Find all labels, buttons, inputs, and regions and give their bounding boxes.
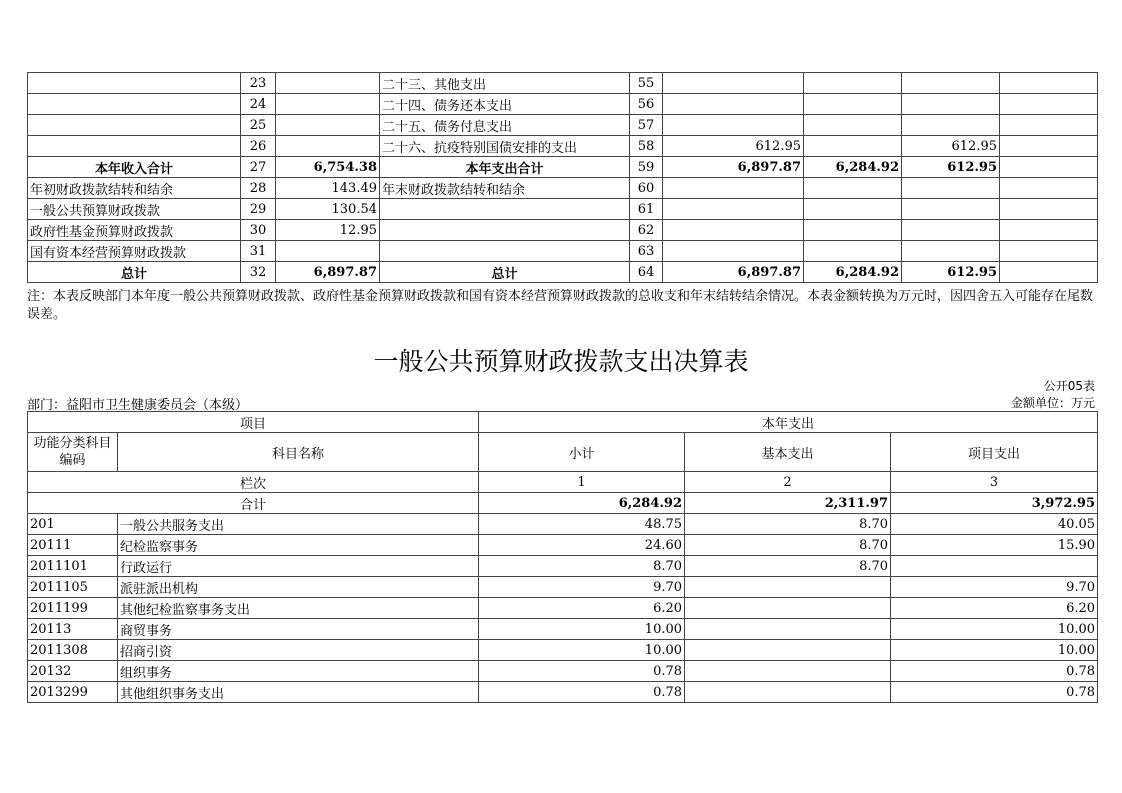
expense-item-label: 二十三、其他支出 xyxy=(380,73,630,94)
income-line-number: 31 xyxy=(241,241,276,262)
general-budget-amount xyxy=(804,94,902,115)
expenditure-table-body xyxy=(28,412,1098,703)
basic-expense-amount xyxy=(685,682,891,703)
income-amount: 6,897.87 xyxy=(276,262,380,283)
expense-total-amount xyxy=(663,178,804,199)
expense-item-label: 总计 xyxy=(380,262,630,283)
expense-line-number: 56 xyxy=(630,94,663,115)
subject-name: 其他组织事务支出 xyxy=(118,682,479,703)
subject-name: 招商引资 xyxy=(118,640,479,661)
table-row xyxy=(28,598,1098,619)
subject-name: 组织事务 xyxy=(118,661,479,682)
income-line-number: 24 xyxy=(241,94,276,115)
income-line-number: 28 xyxy=(241,178,276,199)
general-budget-amount xyxy=(804,220,902,241)
income-item-label xyxy=(28,115,241,136)
subtotal-amount: 10.00 xyxy=(479,640,685,661)
expense-line-number: 55 xyxy=(630,73,663,94)
table-row xyxy=(28,535,1098,556)
header-subtotal: 小计 xyxy=(479,433,685,472)
subject-name: 商贸事务 xyxy=(118,619,479,640)
expense-total-amount: 6,897.87 xyxy=(663,157,804,178)
expense-total-amount xyxy=(663,241,804,262)
income-amount xyxy=(276,115,380,136)
government-fund-amount xyxy=(902,241,1000,262)
income-amount: 143.49 xyxy=(276,178,380,199)
project-expense-amount: 10.00 xyxy=(891,619,1098,640)
expense-line-number: 61 xyxy=(630,199,663,220)
function-code: 2011101 xyxy=(28,556,118,577)
income-line-number: 25 xyxy=(241,115,276,136)
summary-row xyxy=(28,115,1098,136)
expense-item-label: 二十五、债务付息支出 xyxy=(380,115,630,136)
column-3: 3 xyxy=(891,472,1098,493)
government-fund-amount xyxy=(902,115,1000,136)
expense-total-amount xyxy=(663,73,804,94)
income-item-label: 总计 xyxy=(28,262,241,283)
summary-row xyxy=(28,262,1098,283)
function-code: 2013299 xyxy=(28,682,118,703)
project-expense-amount: 9.70 xyxy=(891,577,1098,598)
subtotal-amount: 10.00 xyxy=(479,619,685,640)
department-label: 部门：益阳市卫生健康委员会（本级） xyxy=(27,398,249,413)
column-1: 1 xyxy=(479,472,685,493)
summary-row xyxy=(28,157,1098,178)
income-amount: 12.95 xyxy=(276,220,380,241)
income-line-number: 30 xyxy=(241,220,276,241)
total-label: 合计 xyxy=(28,493,479,514)
income-item-label: 国有资本经营预算财政拨款 xyxy=(28,241,241,262)
income-line-number: 29 xyxy=(241,199,276,220)
expenditure-table xyxy=(27,411,1098,703)
general-budget-amount xyxy=(804,178,902,199)
government-fund-amount: 612.95 xyxy=(902,262,1000,283)
income-item-label: 政府性基金预算财政拨款 xyxy=(28,220,241,241)
basic-expense-amount xyxy=(685,640,891,661)
summary-row xyxy=(28,199,1098,220)
income-amount xyxy=(276,73,380,94)
basic-expense-amount xyxy=(685,661,891,682)
basic-expense-amount: 8.70 xyxy=(685,556,891,577)
total-project: 3,972.95 xyxy=(891,493,1098,514)
function-code: 2011105 xyxy=(28,577,118,598)
government-fund-amount xyxy=(902,178,1000,199)
state-capital-amount xyxy=(1000,136,1098,157)
summary-row xyxy=(28,136,1098,157)
header-project: 项目 xyxy=(28,412,479,433)
state-capital-amount xyxy=(1000,115,1098,136)
government-fund-amount xyxy=(902,199,1000,220)
income-amount xyxy=(276,136,380,157)
function-code: 2011199 xyxy=(28,598,118,619)
income-item-label xyxy=(28,94,241,115)
subject-name: 派驻派出机构 xyxy=(118,577,479,598)
subject-name: 纪检监察事务 xyxy=(118,535,479,556)
basic-expense-amount: 8.70 xyxy=(685,514,891,535)
subject-name: 一般公共服务支出 xyxy=(118,514,479,535)
function-code: 20111 xyxy=(28,535,118,556)
state-capital-amount xyxy=(1000,178,1098,199)
table-row xyxy=(28,556,1098,577)
unit-label: 金额单位：万元 xyxy=(1010,396,1095,410)
state-capital-amount xyxy=(1000,220,1098,241)
government-fund-amount: 612.95 xyxy=(902,157,1000,178)
basic-expense-amount xyxy=(685,577,891,598)
income-line-number: 32 xyxy=(241,262,276,283)
government-fund-amount xyxy=(902,73,1000,94)
basic-expense-amount xyxy=(685,598,891,619)
expense-total-amount: 6,897.87 xyxy=(663,262,804,283)
summary-row xyxy=(28,178,1098,199)
expense-item-label xyxy=(380,220,630,241)
expense-item-label: 二十四、债务还本支出 xyxy=(380,94,630,115)
government-fund-amount xyxy=(902,220,1000,241)
project-expense-amount: 0.78 xyxy=(891,682,1098,703)
expense-line-number: 63 xyxy=(630,241,663,262)
subject-name: 行政运行 xyxy=(118,556,479,577)
summary-table-body xyxy=(28,73,1098,283)
expense-line-number: 64 xyxy=(630,262,663,283)
state-capital-amount xyxy=(1000,94,1098,115)
function-code: 20113 xyxy=(28,619,118,640)
subtotal-amount: 6.20 xyxy=(479,598,685,619)
project-expense-amount: 10.00 xyxy=(891,640,1098,661)
income-item-label: 本年收入合计 xyxy=(28,157,241,178)
basic-expense-amount: 8.70 xyxy=(685,535,891,556)
general-budget-amount: 6,284.92 xyxy=(804,262,902,283)
table-row xyxy=(28,640,1098,661)
summary-row xyxy=(28,94,1098,115)
page-title: 一般公共预算财政拨款支出决算表 xyxy=(373,347,749,376)
state-capital-amount xyxy=(1000,73,1098,94)
table-row xyxy=(28,619,1098,640)
expense-total-amount: 612.95 xyxy=(663,136,804,157)
expense-item-label xyxy=(380,199,630,220)
general-budget-amount xyxy=(804,73,902,94)
income-amount: 130.54 xyxy=(276,199,380,220)
form-code: 公开05表 xyxy=(1043,379,1095,393)
project-expense-amount xyxy=(891,556,1098,577)
column-2: 2 xyxy=(685,472,891,493)
subtotal-amount: 0.78 xyxy=(479,682,685,703)
state-capital-amount xyxy=(1000,262,1098,283)
total-subtotal: 6,284.92 xyxy=(479,493,685,514)
expense-total-amount xyxy=(663,220,804,241)
summary-row xyxy=(28,241,1098,262)
project-expense-amount: 0.78 xyxy=(891,661,1098,682)
header-row-1 xyxy=(28,412,1098,433)
table-row xyxy=(28,661,1098,682)
expense-item-label: 年末财政拨款结转和结余 xyxy=(380,178,630,199)
expense-total-amount xyxy=(663,94,804,115)
state-capital-amount xyxy=(1000,157,1098,178)
expense-item-label: 二十六、抗疫特别国债安排的支出 xyxy=(380,136,630,157)
expense-line-number: 60 xyxy=(630,178,663,199)
subtotal-amount: 48.75 xyxy=(479,514,685,535)
function-code: 201 xyxy=(28,514,118,535)
income-item-label xyxy=(28,73,241,94)
income-item-label: 年初财政拨款结转和结余 xyxy=(28,178,241,199)
column-number-row xyxy=(28,472,1098,493)
expense-line-number: 62 xyxy=(630,220,663,241)
income-line-number: 27 xyxy=(241,157,276,178)
total-basic: 2,311.97 xyxy=(685,493,891,514)
state-capital-amount xyxy=(1000,241,1098,262)
income-item-label: 一般公共预算财政拨款 xyxy=(28,199,241,220)
table-row xyxy=(28,514,1098,535)
column-label: 栏次 xyxy=(28,472,479,493)
income-amount xyxy=(276,241,380,262)
expense-line-number: 58 xyxy=(630,136,663,157)
expense-item-label: 本年支出合计 xyxy=(380,157,630,178)
general-budget-amount xyxy=(804,136,902,157)
government-fund-amount xyxy=(902,94,1000,115)
project-expense-amount: 6.20 xyxy=(891,598,1098,619)
general-budget-amount xyxy=(804,241,902,262)
expense-line-number: 59 xyxy=(630,157,663,178)
total-row xyxy=(28,493,1098,514)
income-line-number: 26 xyxy=(241,136,276,157)
function-code: 20132 xyxy=(28,661,118,682)
summary-row xyxy=(28,73,1098,94)
expense-total-amount xyxy=(663,199,804,220)
summary-row xyxy=(28,220,1098,241)
project-expense-amount: 40.05 xyxy=(891,514,1098,535)
project-expense-amount: 15.90 xyxy=(891,535,1098,556)
general-budget-amount xyxy=(804,115,902,136)
table-note: 注：本表反映部门本年度一般公共预算财政拨款、政府性基金预算财政拨款和国有资本经营预算财政拨款的总收支和年末结转结余情况。本表金额转换为万元时，因四舍五入可能存在尾数误差。 xyxy=(27,289,1094,322)
subtotal-amount: 9.70 xyxy=(479,577,685,598)
subtotal-amount: 8.70 xyxy=(479,556,685,577)
state-capital-amount xyxy=(1000,199,1098,220)
header-current-expense: 本年支出 xyxy=(479,412,1098,433)
subtotal-amount: 24.60 xyxy=(479,535,685,556)
income-amount xyxy=(276,94,380,115)
expense-total-amount xyxy=(663,115,804,136)
header-name: 科目名称 xyxy=(118,433,479,472)
header-code: 功能分类科目编码 xyxy=(28,433,118,472)
income-item-label xyxy=(28,136,241,157)
function-code: 2011308 xyxy=(28,640,118,661)
income-line-number: 23 xyxy=(241,73,276,94)
table-row xyxy=(28,577,1098,598)
subtotal-amount: 0.78 xyxy=(479,661,685,682)
header-project-expense: 项目支出 xyxy=(891,433,1098,472)
general-budget-amount: 6,284.92 xyxy=(804,157,902,178)
general-budget-amount xyxy=(804,199,902,220)
subject-name: 其他纪检监察事务支出 xyxy=(118,598,479,619)
income-amount: 6,754.38 xyxy=(276,157,380,178)
expense-item-label xyxy=(380,241,630,262)
expense-line-number: 57 xyxy=(630,115,663,136)
table-row xyxy=(28,682,1098,703)
basic-expense-amount xyxy=(685,619,891,640)
header-basic: 基本支出 xyxy=(685,433,891,472)
header-row-2 xyxy=(28,433,1098,472)
government-fund-amount: 612.95 xyxy=(902,136,1000,157)
income-expense-summary-table xyxy=(27,72,1098,283)
